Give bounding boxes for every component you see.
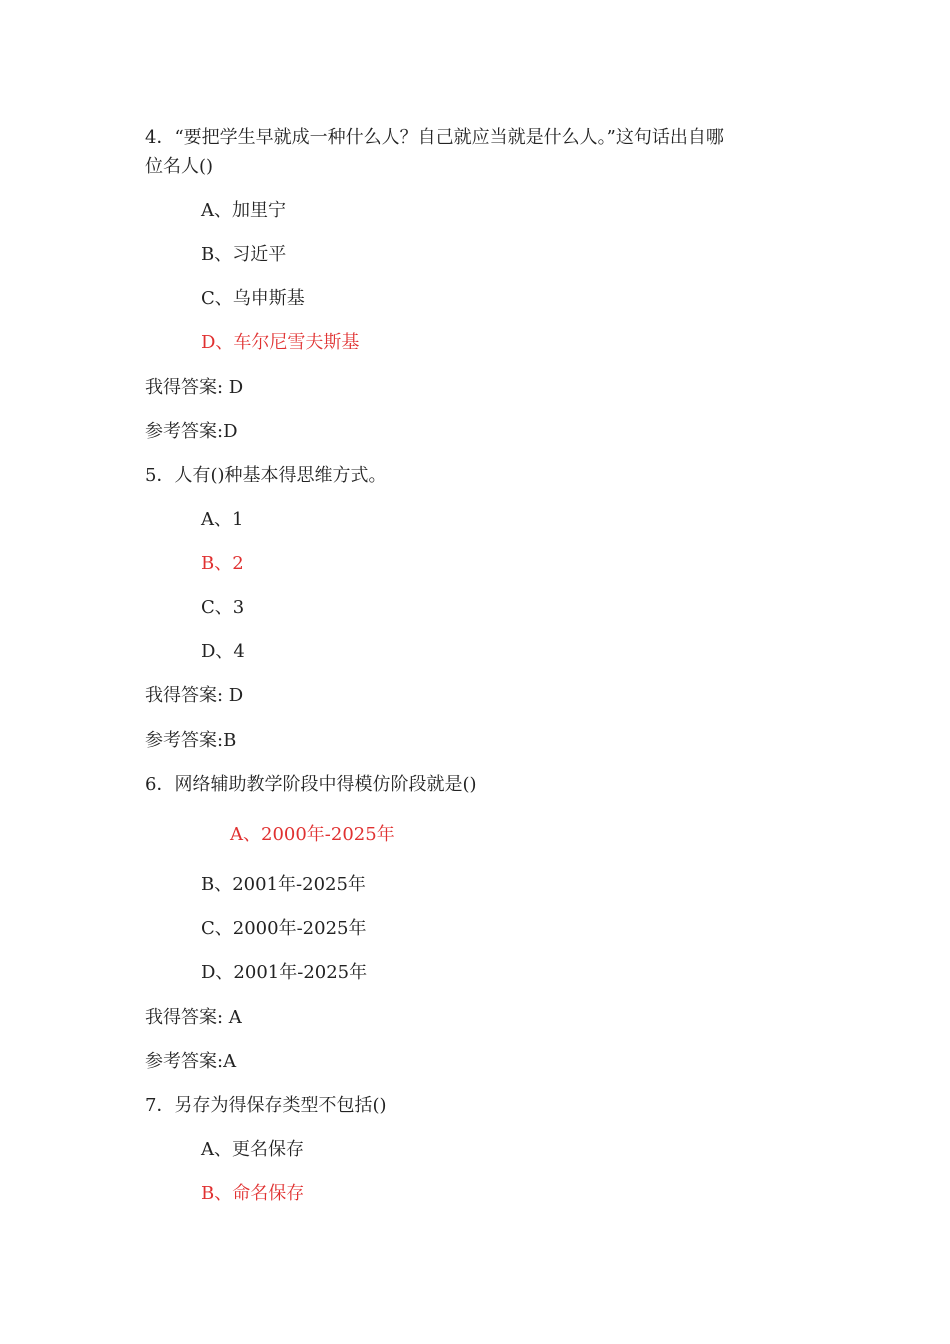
question-7-text: 7．另存为得保存类型不包括() (145, 1095, 387, 1116)
question-4-option-c: C、乌申斯基 (201, 288, 305, 309)
question-6-ref-answer: 参考答案:A (145, 1051, 237, 1072)
question-5-option-a: A、1 (201, 509, 244, 530)
question-4-my-answer: 我得答案: D (145, 377, 244, 398)
question-4-option-d-correct: D、车尔尼雪夫斯基 (201, 332, 360, 353)
question-4-ref-answer: 参考答案:D (145, 421, 238, 442)
question-7-option-b-correct: B、命名保存 (201, 1183, 305, 1204)
question-4-text-cont: 位名人() (145, 156, 214, 177)
question-5-my-answer: 我得答案: D (145, 685, 244, 706)
question-5-text: 5．人有()种基本得思维方式。 (145, 465, 387, 486)
question-6-option-a-correct: A、2000年-2025年 (230, 824, 395, 845)
question-6-option-b: B、2001年-2025年 (201, 874, 366, 895)
question-7-option-a: A、更名保存 (201, 1139, 304, 1160)
question-5-ref-answer: 参考答案:B (145, 730, 237, 751)
question-5-option-d: D、4 (201, 641, 245, 662)
question-6-option-c: C、2000年-2025年 (201, 918, 367, 939)
question-6-my-answer: 我得答案: A (145, 1007, 242, 1028)
question-6-option-d: D、2001年-2025年 (201, 962, 368, 983)
question-4-text: 4．“要把学生早就成一种什么人？自己就应当就是什么人。”这句话出自哪 (145, 127, 724, 148)
question-5-option-c: C、3 (201, 597, 245, 618)
question-5-option-b-correct: B、2 (201, 553, 244, 574)
question-4-option-b: B、习近平 (201, 244, 287, 265)
question-6-text: 6．网络辅助教学阶段中得模仿阶段就是() (145, 774, 477, 795)
question-4-option-a: A、加里宁 (201, 200, 286, 221)
